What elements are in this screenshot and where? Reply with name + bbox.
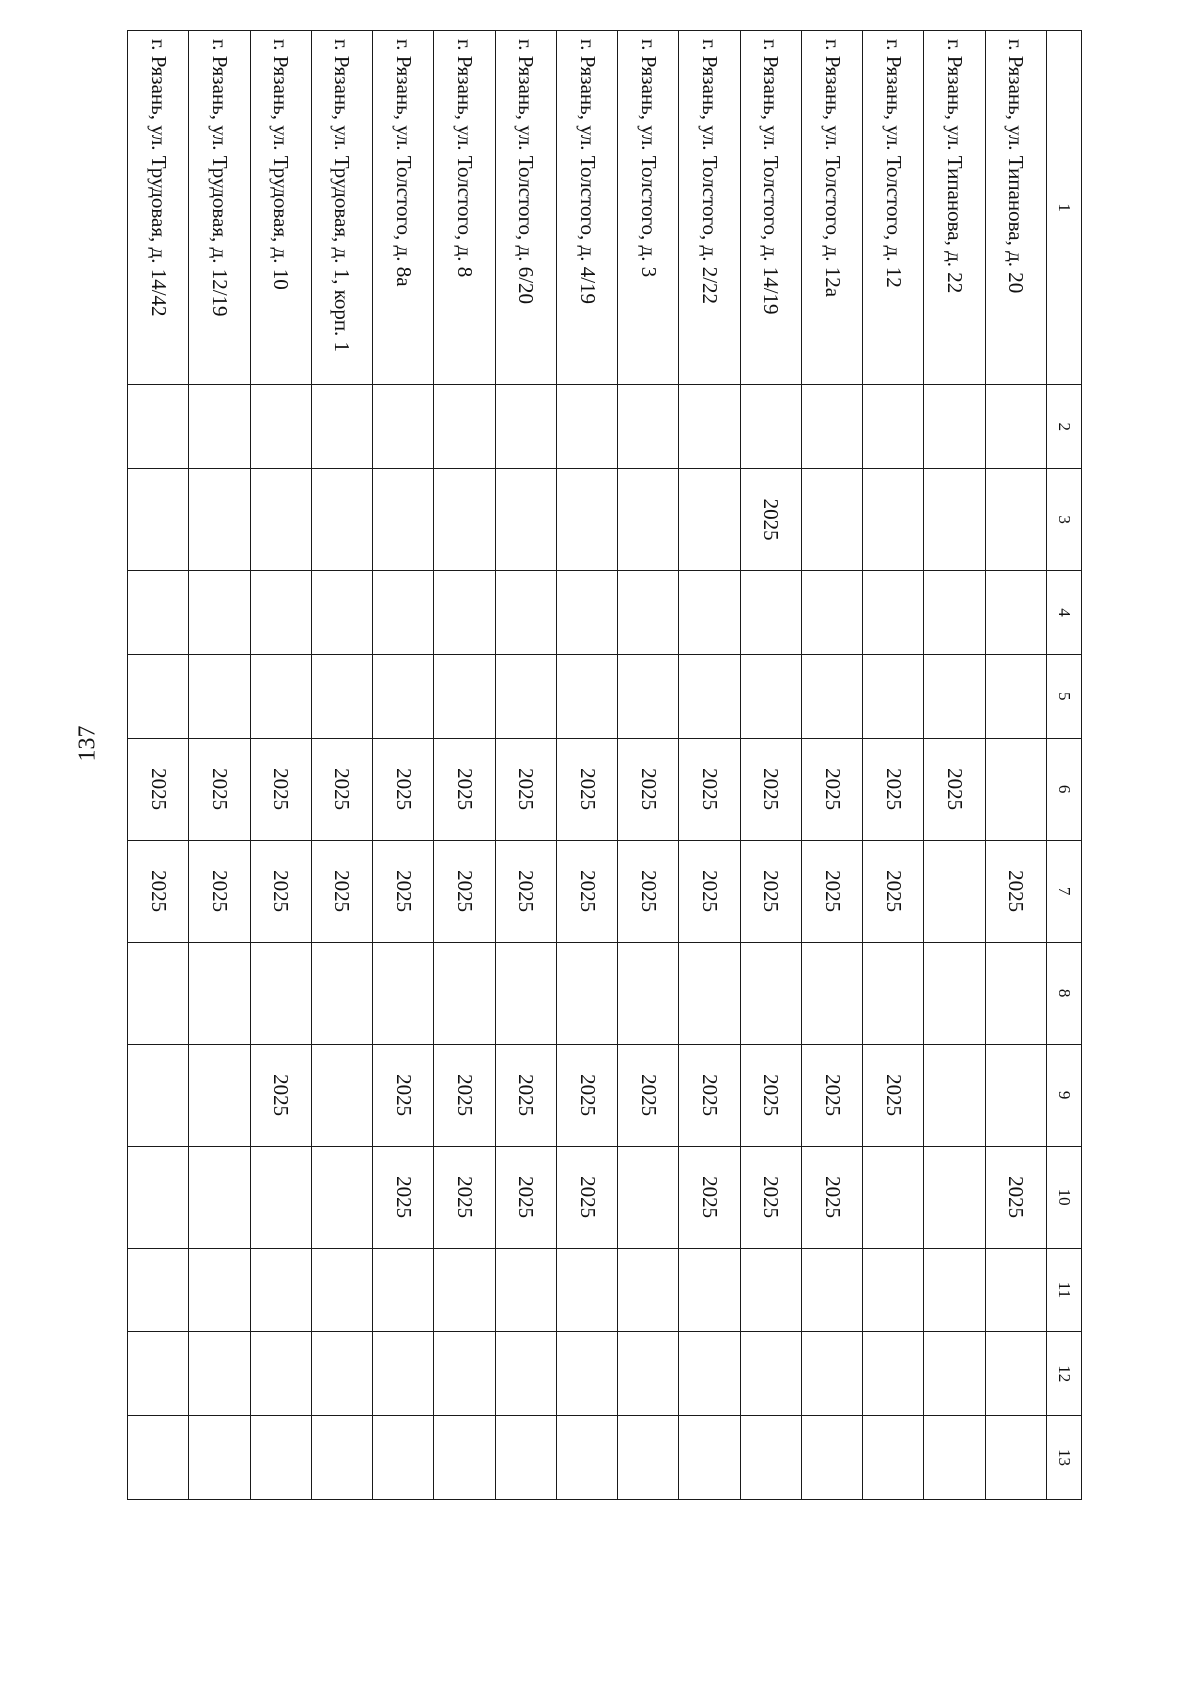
table-row	[618, 31, 679, 1500]
year-cell	[189, 1332, 250, 1416]
year-cell	[618, 469, 679, 571]
year-cell: 2025	[740, 1146, 801, 1248]
year-cell: 2025	[311, 738, 372, 840]
year-cell	[679, 654, 740, 738]
year-cell	[311, 1146, 372, 1248]
year-cell	[373, 469, 434, 571]
year-cell: 2025	[740, 840, 801, 942]
column-header-12: 12	[1047, 1332, 1082, 1416]
year-cell	[863, 1416, 924, 1500]
table-row	[373, 31, 434, 1500]
year-cell	[924, 571, 985, 655]
address-cell: г. Рязань, ул. Толстого, д. 12а	[801, 31, 862, 385]
column-header-9: 9	[1047, 1044, 1082, 1146]
year-cell	[801, 1332, 862, 1416]
address-cell: г. Рязань, ул. Толстого, д. 8а	[373, 31, 434, 385]
year-cell	[924, 840, 985, 942]
year-cell: 2025	[679, 840, 740, 942]
year-cell: 2025	[618, 738, 679, 840]
year-cell	[495, 1248, 556, 1332]
year-cell	[740, 1248, 801, 1332]
year-cell: 2025	[250, 738, 311, 840]
year-cell: 2025	[618, 840, 679, 942]
year-cell	[679, 1332, 740, 1416]
year-cell	[679, 385, 740, 469]
column-header-11: 11	[1047, 1248, 1082, 1332]
table-row	[924, 31, 985, 1500]
year-cell: 2025	[679, 738, 740, 840]
year-cell	[924, 469, 985, 571]
year-cell	[373, 654, 434, 738]
year-cell	[556, 1332, 617, 1416]
year-cell	[250, 571, 311, 655]
column-header-4: 4	[1047, 571, 1082, 655]
year-cell	[311, 1248, 372, 1332]
year-cell: 2025	[740, 469, 801, 571]
year-cell: 2025	[801, 840, 862, 942]
year-cell: 2025	[679, 1146, 740, 1248]
year-cell	[863, 942, 924, 1044]
year-cell: 2025	[556, 738, 617, 840]
year-cell	[128, 654, 189, 738]
year-cell	[740, 1332, 801, 1416]
year-cell	[556, 571, 617, 655]
year-cell	[740, 654, 801, 738]
year-cell	[863, 654, 924, 738]
year-cell: 2025	[495, 738, 556, 840]
year-cell	[373, 1416, 434, 1500]
year-cell	[924, 1332, 985, 1416]
year-cell	[556, 654, 617, 738]
year-cell	[495, 571, 556, 655]
year-cell: 2025	[434, 1146, 495, 1248]
year-cell: 2025	[495, 1146, 556, 1248]
year-cell	[801, 385, 862, 469]
column-header-1: 1	[1047, 31, 1082, 385]
year-cell	[189, 1248, 250, 1332]
address-cell: г. Рязань, ул. Толстого, д. 2/22	[679, 31, 740, 385]
column-header-7: 7	[1047, 840, 1082, 942]
year-cell	[924, 654, 985, 738]
year-cell: 2025	[863, 1044, 924, 1146]
year-cell	[128, 1416, 189, 1500]
year-cell	[311, 385, 372, 469]
table-row	[250, 31, 311, 1500]
year-cell	[189, 1146, 250, 1248]
year-cell	[556, 469, 617, 571]
year-cell: 2025	[434, 840, 495, 942]
column-header-13: 13	[1047, 1416, 1082, 1500]
year-cell	[985, 469, 1046, 571]
column-header-3: 3	[1047, 469, 1082, 571]
year-cell: 2025	[556, 1146, 617, 1248]
year-cell	[373, 1332, 434, 1416]
year-cell: 2025	[250, 840, 311, 942]
table-row	[495, 31, 556, 1500]
year-cell	[618, 571, 679, 655]
year-cell	[801, 1248, 862, 1332]
year-cell	[311, 1044, 372, 1146]
year-cell	[679, 469, 740, 571]
address-cell: г. Рязань, ул. Толстого, д. 6/20	[495, 31, 556, 385]
year-cell: 2025	[495, 1044, 556, 1146]
year-cell	[373, 571, 434, 655]
year-cell	[556, 385, 617, 469]
year-cell	[250, 1332, 311, 1416]
address-cell: г. Рязань, ул. Трудовая, д. 14/42	[128, 31, 189, 385]
header-row	[1047, 31, 1082, 1500]
year-cell: 2025	[556, 840, 617, 942]
year-cell: 2025	[863, 738, 924, 840]
year-cell	[863, 1332, 924, 1416]
year-cell	[311, 1416, 372, 1500]
year-cell	[495, 654, 556, 738]
table-row	[556, 31, 617, 1500]
year-cell	[618, 385, 679, 469]
table-row	[863, 31, 924, 1500]
year-cell: 2025	[556, 1044, 617, 1146]
year-cell	[189, 571, 250, 655]
year-cell	[250, 469, 311, 571]
schedule-table	[127, 30, 1082, 1500]
table-row	[434, 31, 495, 1500]
year-cell	[924, 1146, 985, 1248]
year-cell	[985, 1248, 1046, 1332]
year-cell	[618, 1248, 679, 1332]
year-cell	[863, 571, 924, 655]
year-cell	[434, 385, 495, 469]
year-cell: 2025	[985, 840, 1046, 942]
table-row	[311, 31, 372, 1500]
address-cell: г. Рязань, ул. Толстого, д. 8	[434, 31, 495, 385]
year-cell	[679, 1416, 740, 1500]
year-cell	[618, 1146, 679, 1248]
year-cell	[189, 385, 250, 469]
year-cell: 2025	[495, 840, 556, 942]
year-cell	[189, 1044, 250, 1146]
year-cell: 2025	[311, 840, 372, 942]
address-cell: г. Рязань, ул. Типанова, д. 20	[985, 31, 1046, 385]
year-cell: 2025	[373, 738, 434, 840]
year-cell	[740, 571, 801, 655]
year-cell	[679, 1248, 740, 1332]
year-cell	[679, 942, 740, 1044]
year-cell	[250, 1146, 311, 1248]
table-row	[679, 31, 740, 1500]
year-cell	[311, 942, 372, 1044]
year-cell: 2025	[801, 1044, 862, 1146]
year-cell	[924, 1248, 985, 1332]
year-cell	[985, 385, 1046, 469]
year-cell	[801, 469, 862, 571]
year-cell	[863, 1146, 924, 1248]
address-cell: г. Рязань, ул. Трудовая, д. 1, корп. 1	[311, 31, 372, 385]
address-cell: г. Рязань, ул. Толстого, д. 4/19	[556, 31, 617, 385]
year-cell	[985, 654, 1046, 738]
year-cell	[924, 385, 985, 469]
year-cell	[311, 571, 372, 655]
address-cell: г. Рязань, ул. Трудовая, д. 10	[250, 31, 311, 385]
year-cell	[189, 469, 250, 571]
year-cell: 2025	[679, 1044, 740, 1146]
year-cell	[250, 385, 311, 469]
year-cell	[128, 385, 189, 469]
column-header-8: 8	[1047, 942, 1082, 1044]
year-cell	[495, 942, 556, 1044]
year-cell: 2025	[924, 738, 985, 840]
year-cell	[924, 942, 985, 1044]
year-cell	[311, 1332, 372, 1416]
year-cell	[128, 469, 189, 571]
year-cell: 2025	[189, 738, 250, 840]
year-cell	[434, 469, 495, 571]
year-cell	[495, 1332, 556, 1416]
year-cell	[801, 1416, 862, 1500]
year-cell: 2025	[128, 738, 189, 840]
year-cell: 2025	[373, 840, 434, 942]
year-cell	[985, 1416, 1046, 1500]
year-cell	[924, 1044, 985, 1146]
year-cell	[495, 385, 556, 469]
year-cell	[985, 1332, 1046, 1416]
address-cell: г. Рязань, ул. Трудовая, д. 12/19	[189, 31, 250, 385]
year-cell	[128, 1332, 189, 1416]
year-cell: 2025	[128, 840, 189, 942]
year-cell	[434, 1332, 495, 1416]
year-cell	[311, 654, 372, 738]
year-cell	[863, 469, 924, 571]
year-cell	[618, 654, 679, 738]
year-cell	[189, 942, 250, 1044]
year-cell	[740, 942, 801, 1044]
year-cell: 2025	[434, 738, 495, 840]
address-cell: г. Рязань, ул. Толстого, д. 14/19	[740, 31, 801, 385]
year-cell: 2025	[740, 1044, 801, 1146]
address-cell: г. Рязань, ул. Толстого, д. 3	[618, 31, 679, 385]
year-cell	[189, 654, 250, 738]
year-cell: 2025	[618, 1044, 679, 1146]
year-cell	[618, 942, 679, 1044]
year-cell	[128, 1248, 189, 1332]
column-header-5: 5	[1047, 654, 1082, 738]
year-cell: 2025	[863, 840, 924, 942]
page-number: 137	[74, 725, 101, 762]
year-cell: 2025	[985, 1146, 1046, 1248]
year-cell	[740, 385, 801, 469]
year-cell	[801, 571, 862, 655]
column-header-10: 10	[1047, 1146, 1082, 1248]
year-cell	[373, 385, 434, 469]
year-cell: 2025	[434, 1044, 495, 1146]
year-cell	[128, 942, 189, 1044]
table-row	[189, 31, 250, 1500]
table-body	[128, 31, 1047, 1500]
year-cell	[189, 1416, 250, 1500]
year-cell	[434, 942, 495, 1044]
year-cell	[434, 1248, 495, 1332]
year-cell	[250, 1416, 311, 1500]
year-cell	[801, 654, 862, 738]
year-cell	[250, 942, 311, 1044]
year-cell: 2025	[373, 1044, 434, 1146]
year-cell	[495, 469, 556, 571]
year-cell: 2025	[801, 738, 862, 840]
year-cell	[556, 1248, 617, 1332]
year-cell	[985, 571, 1046, 655]
year-cell	[556, 942, 617, 1044]
year-cell: 2025	[740, 738, 801, 840]
year-cell	[373, 1248, 434, 1332]
table-row	[128, 31, 189, 1500]
table-row	[740, 31, 801, 1500]
year-cell	[985, 942, 1046, 1044]
year-cell	[985, 738, 1046, 840]
year-cell	[924, 1416, 985, 1500]
column-header-2: 2	[1047, 385, 1082, 469]
address-cell: г. Рязань, ул. Типанова, д. 22	[924, 31, 985, 385]
year-cell	[679, 571, 740, 655]
year-cell	[250, 654, 311, 738]
year-cell	[434, 1416, 495, 1500]
schedule-table-wrapper	[127, 30, 1082, 1500]
table-row	[985, 31, 1046, 1500]
year-cell: 2025	[189, 840, 250, 942]
column-header-6: 6	[1047, 738, 1082, 840]
year-cell	[128, 571, 189, 655]
year-cell	[863, 385, 924, 469]
year-cell	[740, 1416, 801, 1500]
year-cell: 2025	[801, 1146, 862, 1248]
year-cell	[495, 1416, 556, 1500]
year-cell	[311, 469, 372, 571]
year-cell	[556, 1416, 617, 1500]
year-cell: 2025	[373, 1146, 434, 1248]
address-cell: г. Рязань, ул. Толстого, д. 12	[863, 31, 924, 385]
year-cell	[250, 1248, 311, 1332]
year-cell	[373, 942, 434, 1044]
year-cell	[128, 1044, 189, 1146]
table-row	[801, 31, 862, 1500]
year-cell	[801, 942, 862, 1044]
year-cell	[128, 1146, 189, 1248]
year-cell	[985, 1044, 1046, 1146]
year-cell	[434, 654, 495, 738]
year-cell	[863, 1248, 924, 1332]
year-cell: 2025	[250, 1044, 311, 1146]
year-cell	[434, 571, 495, 655]
year-cell	[618, 1332, 679, 1416]
year-cell	[618, 1416, 679, 1500]
